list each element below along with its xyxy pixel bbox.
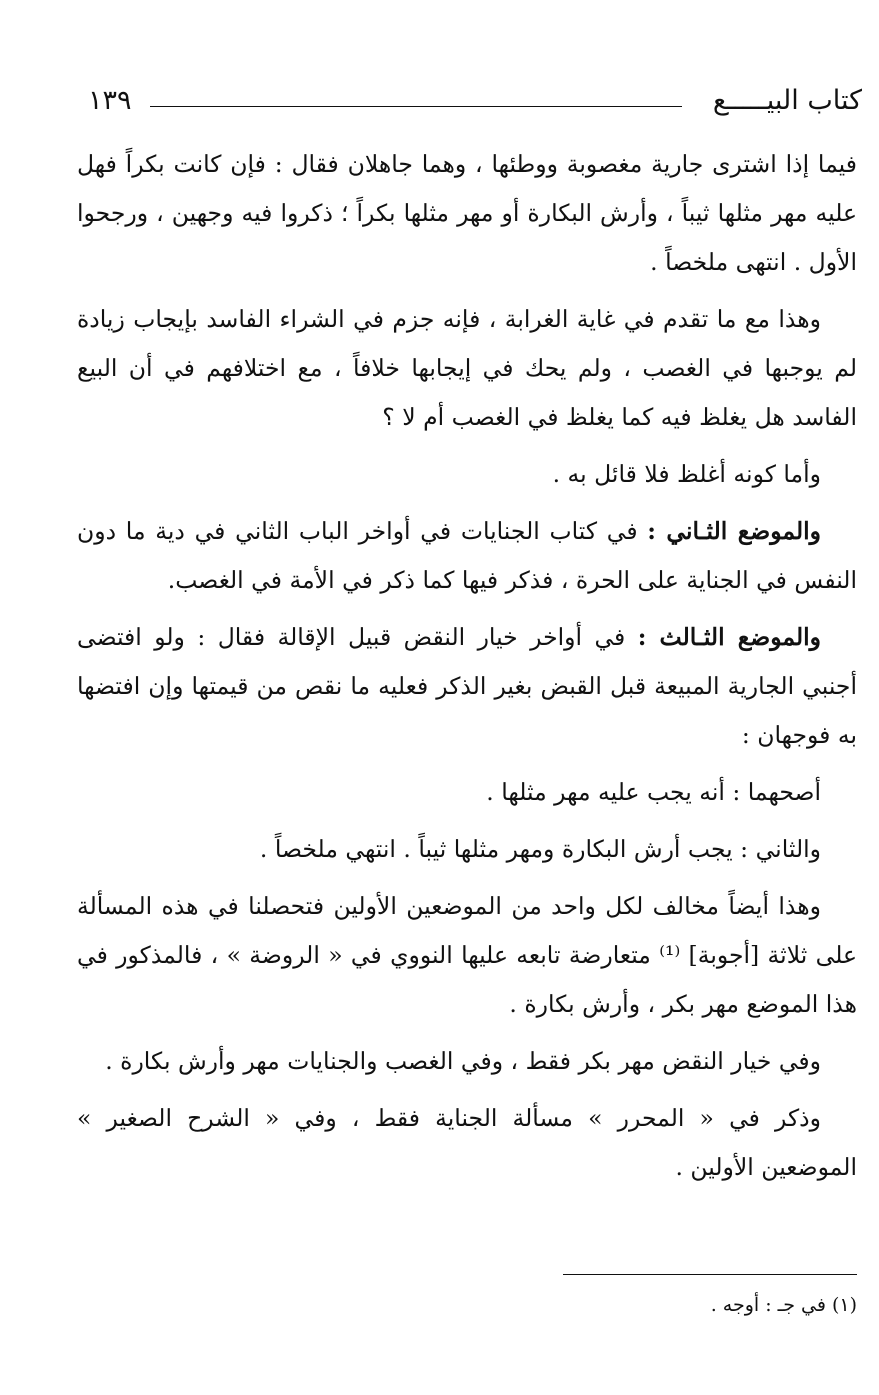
paragraph-text: أصحهما : أنه يجب عليه مهر مثلها .: [486, 778, 821, 806]
paragraph-8: [77, 882, 857, 1029]
paragraph-text: وهذا مع ما تقدم في غاية الغرابة ، فإنه جزم في الشراء الفاسد بإيجاب زيادة لم يوجبها في الغصب ، ولم يحك في إيجابها خلافاً ، مع اختلافهم في أن البيع الفاسد هل يغلظ فيه كما يغلظ في الغصب أم لا ؟: [77, 305, 857, 431]
body-text: [77, 140, 857, 1200]
footnote: (١) في جـ : أوجه .: [710, 1294, 857, 1316]
paragraph-text: في أواخر خيار النقض قبيل الإقالة فقال : ولو افتضى أجنبي الجارية المبيعة قبل القبض بغير الذكر فعليه ما نقص من قيمتها وإن افتضها به فوجهان :: [77, 623, 857, 749]
paragraph-5: [77, 613, 857, 760]
paragraph-text: وفي خيار النقض مهر بكر فقط ، وفي الغصب والجنايات مهر وأرش بكارة .: [105, 1047, 821, 1075]
paragraph-1: [77, 140, 857, 287]
page-header: [88, 82, 862, 122]
paragraph-7: [77, 825, 857, 874]
paragraph-9: [77, 1037, 857, 1086]
paragraph-text: في كتاب الجنايات في أواخر الباب الثاني في دية ما دون النفس في الجناية على الحرة ، فذكر فيها كما ذكر في الأمة في الغصب.: [77, 517, 857, 594]
paragraph-text: فيما إذا اشترى جارية مغصوبة ووطئها ، وهما جاهلان فقال : فإن كانت بكراً فهل عليه مهر مثلها ثيباً ، وأرش البكارة أو مهر مثلها بكراً ؛ ذكروا فيه وجهين ، ورجحوا الأول . انتهى ملخصاً .: [77, 150, 857, 276]
section-lead: والموضع الثـاني :: [647, 517, 821, 545]
paragraph-3: [77, 450, 857, 499]
paragraph-6: [77, 768, 857, 817]
paragraph-10: [77, 1094, 857, 1192]
footnote-rule: [563, 1274, 857, 1275]
paragraph-2: [77, 295, 857, 442]
paragraph-text: والثاني : يجب أرش البكارة ومهر مثلها ثيباً . انتهي ملخصاً .: [259, 835, 821, 863]
paragraph-4: [77, 507, 857, 605]
section-lead: والموضع الثـالث :: [637, 623, 821, 651]
running-title: كتاب البيـــــع: [712, 85, 862, 116]
paragraph-text: وذكر في « المحرر » مسألة الجناية فقط ، وفي « الشرح الصغير » الموضعين الأولين .: [77, 1104, 857, 1181]
paragraph-text: وأما كونه أغلظ فلا قائل به .: [552, 460, 821, 488]
page-number: ١٣٩: [88, 85, 132, 116]
header-rule: [150, 106, 682, 107]
paragraph-text: وهذا أيضاً مخالف لكل واحد من الموضعين الأولين فتحصلنا في هذه المسألة على ثلاثة [أجوبة] ⁽¹⁾ متعارضة تابعه عليها النووي في « الروضة » ، فالمذكور في هذا الموضع مهر بكر ، وأرش بكارة .: [77, 892, 857, 1018]
